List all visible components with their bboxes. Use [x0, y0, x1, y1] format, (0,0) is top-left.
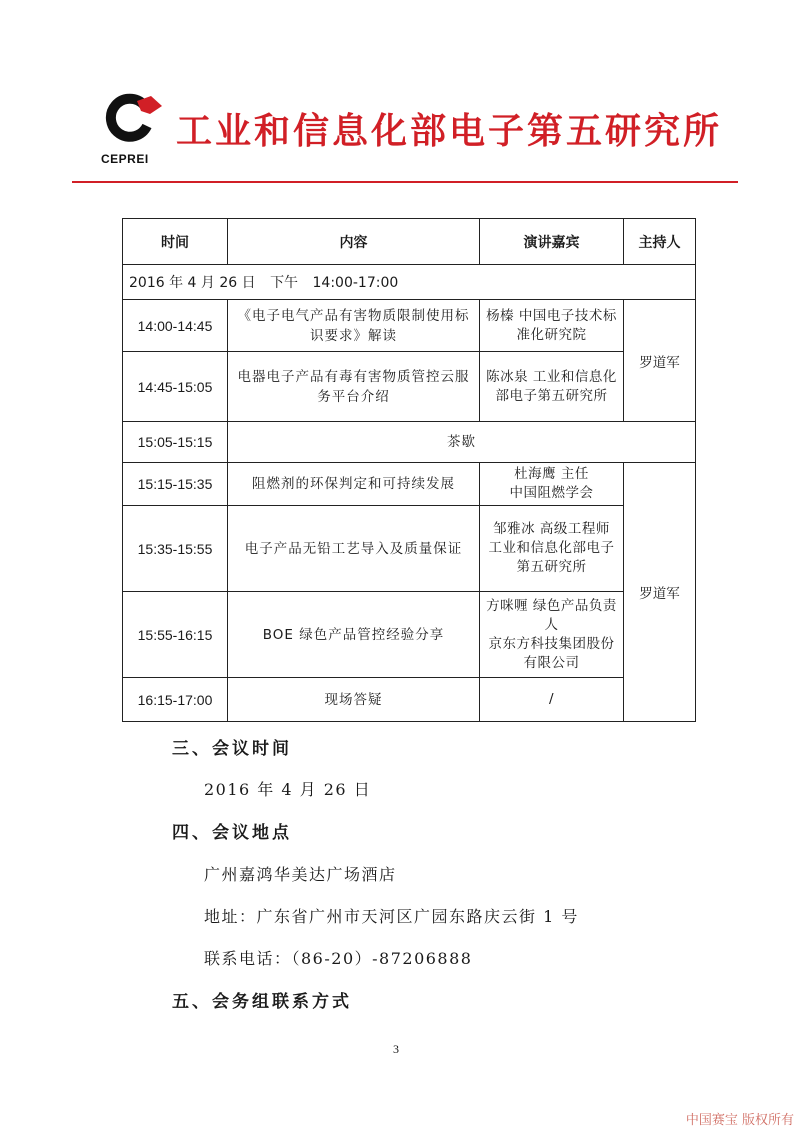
session-period: 下午 — [270, 275, 299, 291]
col-header-host: 主持人 — [624, 219, 696, 265]
logo-text: CEPREI — [101, 152, 149, 166]
date-row — [123, 265, 696, 300]
row-speaker — [480, 506, 624, 592]
table-row — [123, 506, 696, 592]
row-time: 14:00-14:45 — [123, 300, 228, 352]
col-header-content: 内容 — [228, 219, 480, 265]
row-content: 电器电子产品有毒有害物质管控云服务平台介绍 — [228, 352, 480, 422]
row-time: 16:15-17:00 — [123, 678, 228, 722]
col-header-speaker: 演讲嘉宾 — [480, 219, 624, 265]
speaker-line: 京东方科技集团股份有限公司 — [488, 635, 615, 671]
section-heading-contact: 五、会务组联系方式 — [172, 992, 352, 1012]
host-cell: 罗道军 — [624, 463, 696, 722]
row-time: 15:15-15:35 — [123, 463, 228, 506]
table-header-row — [123, 219, 696, 265]
row-speaker — [480, 463, 624, 506]
row-speaker: 杨榛 中国电子技术标准化研究院 — [480, 300, 624, 352]
row-time: 14:45-15:05 — [123, 352, 228, 422]
row-speaker — [480, 592, 624, 678]
session-time: 14:00-17:00 — [312, 275, 399, 291]
date-cell — [123, 265, 696, 300]
row-time: 15:55-16:15 — [123, 592, 228, 678]
contact-phone: 联系电话：（86-20）-87206888 — [204, 949, 473, 968]
row-content: 电子产品无铅工艺导入及质量保证 — [228, 506, 480, 592]
session-date: 2016 年 4 月 26 日 — [129, 275, 256, 291]
host-cell: 罗道军 — [624, 300, 696, 422]
row-content: 现场答疑 — [228, 678, 480, 722]
row-content: 《电子电气产品有害物质限制使用标识要求》解读 — [228, 300, 480, 352]
row-time: 15:05-15:15 — [123, 422, 228, 463]
speaker-line: 中国阻燃学会 — [509, 485, 594, 501]
row-content: BOE 绿色产品管控经验分享 — [228, 592, 480, 678]
speaker-line: 杜海鹰 主任 — [514, 466, 589, 482]
table-row-break — [123, 422, 696, 463]
row-time: 15:35-15:55 — [123, 506, 228, 592]
speaker-line: 邹雅冰 高级工程师 — [493, 521, 610, 537]
schedule-table — [122, 218, 696, 722]
table-row — [123, 300, 696, 352]
table-row — [123, 352, 696, 422]
header-divider — [72, 181, 738, 183]
section-heading-meeting-time: 三、会议时间 — [172, 739, 292, 759]
copyright-watermark: 中国赛宝 版权所有 — [685, 1113, 794, 1128]
table-row — [123, 592, 696, 678]
col-header-time: 时间 — [123, 219, 228, 265]
speaker-line: 方咪喱 绿色产品负责人 — [486, 597, 617, 633]
table-row — [123, 463, 696, 506]
venue-address: 地址：广东省广州市天河区广园东路庆云街 1 号 — [204, 907, 579, 926]
section-heading-venue: 四、会议地点 — [172, 823, 292, 843]
row-speaker: / — [480, 678, 624, 722]
venue-name: 广州嘉鸿华美达广场酒店 — [204, 865, 397, 884]
ceprei-logo-icon — [100, 92, 164, 142]
row-content: 茶歇 — [228, 422, 696, 463]
row-content: 阻燃剂的环保判定和可持续发展 — [228, 463, 480, 506]
table-row — [123, 678, 696, 722]
speaker-line: 工业和信息化部电子第五研究所 — [488, 540, 615, 575]
organization-name: 工业和信息化部电子第五研究所 — [176, 111, 723, 152]
meeting-date: 2016 年 4 月 26 日 — [204, 780, 372, 799]
row-speaker: 陈冰泉 工业和信息化部电子第五研究所 — [480, 352, 624, 422]
page-number: 3 — [393, 1042, 399, 1056]
